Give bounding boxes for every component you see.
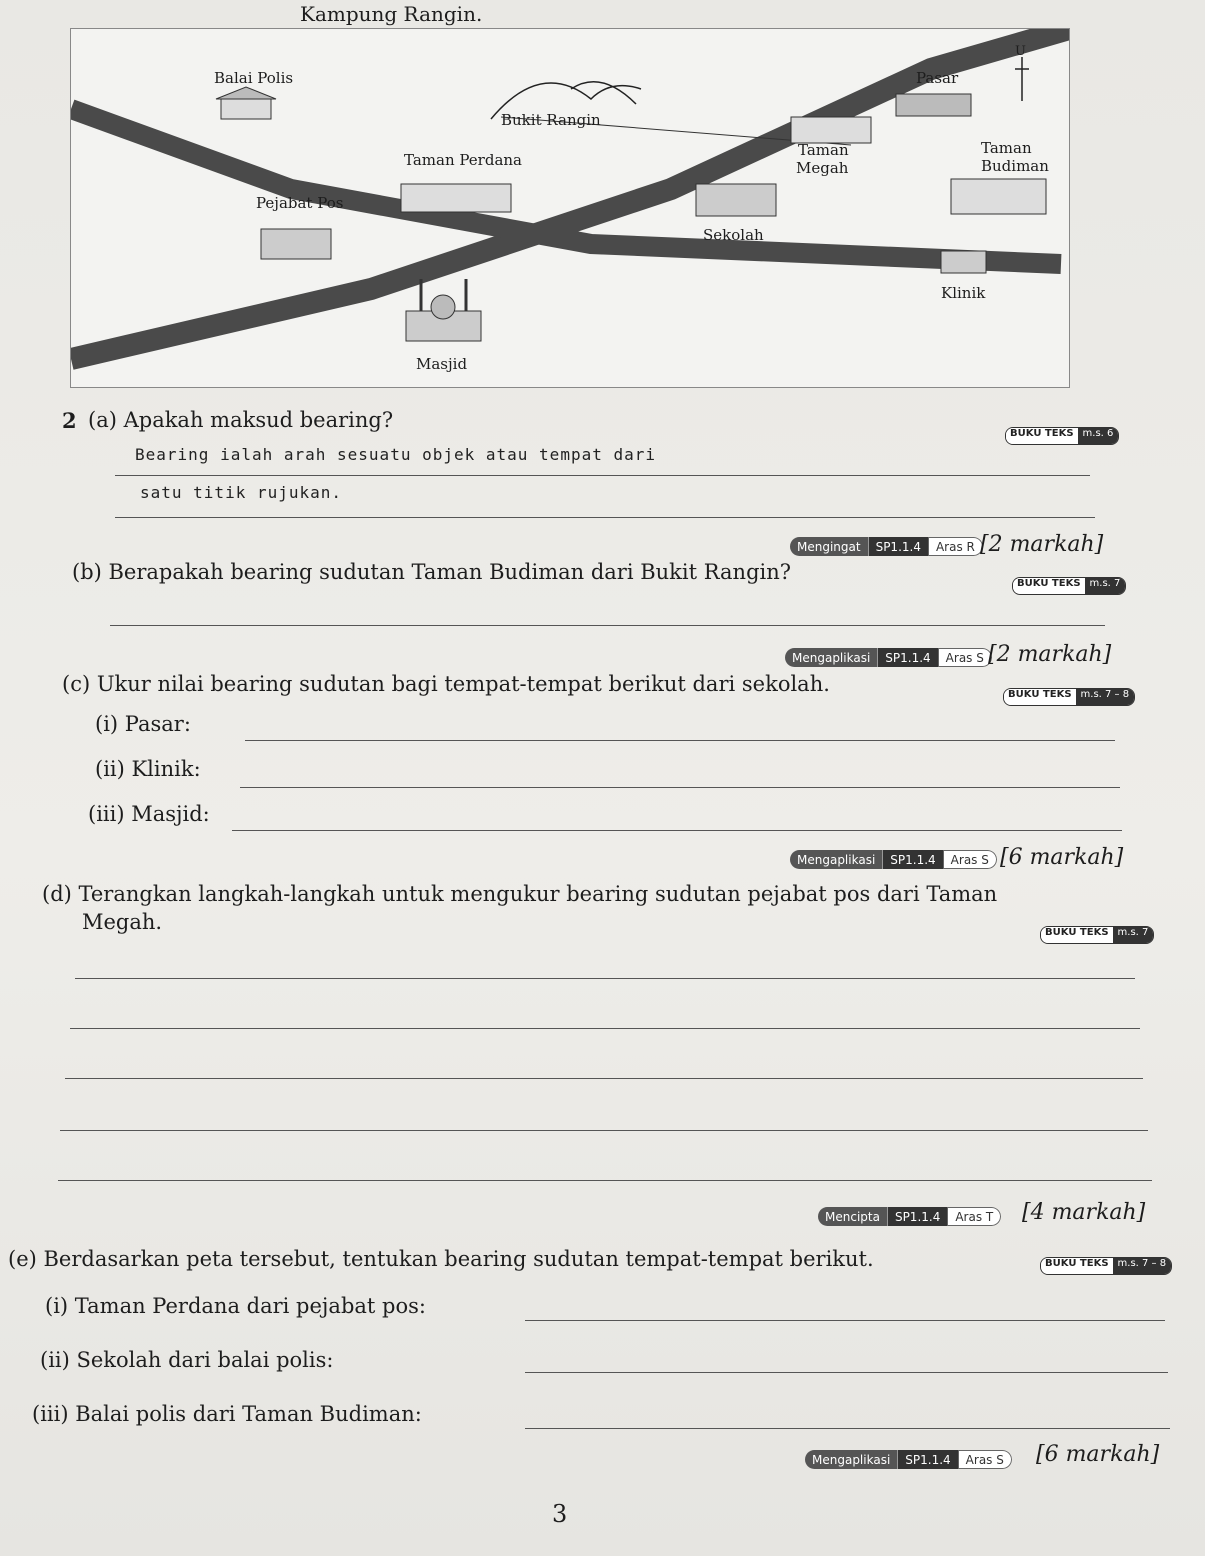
label-taman-budiman-2: Budiman [981, 157, 1049, 175]
label-klinik: Klinik [941, 284, 986, 302]
cross-road [71, 109, 1061, 264]
label-sekolah: Sekolah [703, 226, 764, 244]
marks-2a: [2 markah] [980, 532, 1104, 557]
section-title: Kampung Rangin. [300, 2, 483, 26]
item-2e-ii: (ii) Sekolah dari balai polis: [40, 1348, 334, 1372]
book-ref-2a: BUKU TEKS m.s. 6 [1005, 427, 1119, 445]
marks-2d: [4 markah] [1022, 1200, 1146, 1225]
label-balai-polis: Balai Polis [214, 69, 294, 87]
housing-icon [401, 184, 511, 212]
question-number: 2 [62, 408, 77, 433]
answer-2a-line1: Bearing ialah arah sesuatu objek atau tempat dari [135, 445, 657, 464]
police-station-icon [216, 87, 276, 119]
question-2d-line2: Megah. [82, 910, 163, 934]
marks-2e: [6 markah] [1036, 1442, 1160, 1467]
answer-line [58, 1180, 1152, 1181]
label-bukit-rangin: Bukit Rangin [501, 111, 601, 129]
book-ref-2d: BUKU TEKS m.s. 7 [1040, 926, 1154, 944]
skill-badge-2a: Mengingat SP1.1.4 Aras R [790, 537, 983, 556]
answer-line [70, 1028, 1140, 1029]
map [70, 28, 1070, 388]
marks-2c: [6 markah] [1000, 845, 1124, 870]
page-number: 3 [552, 1500, 568, 1528]
item-2c-ii: (ii) Klinik: [95, 757, 201, 781]
mosque-icon [406, 279, 481, 341]
label-pasar: Pasar [916, 69, 959, 87]
skill-badge-2d: Mencipta SP1.1.4 Aras T [818, 1207, 1001, 1226]
question-2d-line1: (d) Terangkan langkah-langkah untuk mengukur bearing sudutan pejabat pos dari Taman [42, 882, 998, 906]
answer-line [110, 625, 1105, 626]
label-pejabat-pos: Pejabat Pos [256, 194, 344, 212]
book-ref-2b: BUKU TEKS m.s. 7 [1012, 577, 1126, 595]
label-taman-megah-1: Taman [798, 141, 849, 159]
north-label: U [1015, 44, 1026, 59]
label-masjid: Masjid [416, 355, 468, 373]
item-2c-iii: (iii) Masjid: [88, 802, 210, 826]
skill-badge-2c: Mengaplikasi SP1.1.4 Aras S [790, 850, 997, 869]
skill-badge-2e: Mengaplikasi SP1.1.4 Aras S [805, 1450, 1012, 1469]
hill-icon [571, 82, 636, 104]
answer-line [245, 740, 1115, 741]
question-2b: (b) Berapakah bearing sudutan Taman Budiman dari Bukit Rangin? [72, 560, 792, 584]
clinic-icon [941, 251, 986, 273]
answer-line [115, 475, 1090, 476]
marks-2b: [2 markah] [988, 642, 1112, 667]
answer-line [525, 1320, 1165, 1321]
answer-line [60, 1130, 1148, 1131]
item-2e-i: (i) Taman Perdana dari pejabat pos: [45, 1294, 426, 1318]
question-2c: (c) Ukur nilai bearing sudutan bagi tempat-tempat berikut dari sekolah. [62, 672, 830, 696]
book-ref-2e: BUKU TEKS m.s. 7 – 8 [1040, 1257, 1172, 1275]
question-2e: (e) Berdasarkan peta tersebut, tentukan bearing sudutan tempat-tempat berikut. [8, 1247, 874, 1271]
school-icon [696, 184, 776, 216]
item-2e-iii: (iii) Balai polis dari Taman Budiman: [32, 1402, 422, 1426]
question-2a: (a) Apakah maksud bearing? [88, 408, 394, 432]
book-ref-2c: BUKU TEKS m.s. 7 – 8 [1003, 688, 1135, 706]
market-icon [896, 94, 971, 116]
answer-line [115, 517, 1095, 518]
housing-icon [951, 179, 1046, 214]
answer-line [525, 1372, 1168, 1373]
label-taman-megah-2: Megah [796, 159, 849, 177]
answer-2a-line2: satu titik rujukan. [140, 483, 343, 502]
label-taman-perdana: Taman Perdana [404, 151, 522, 169]
item-2c-i: (i) Pasar: [95, 712, 191, 736]
answer-line [232, 830, 1122, 831]
answer-line [240, 787, 1120, 788]
post-office-icon [261, 229, 331, 259]
answer-line [65, 1078, 1143, 1079]
answer-line [75, 978, 1135, 979]
answer-line [525, 1428, 1170, 1429]
skill-badge-2b: Mengaplikasi SP1.1.4 Aras S [785, 648, 992, 667]
label-taman-budiman-1: Taman [981, 139, 1032, 157]
housing-icon [791, 117, 871, 143]
